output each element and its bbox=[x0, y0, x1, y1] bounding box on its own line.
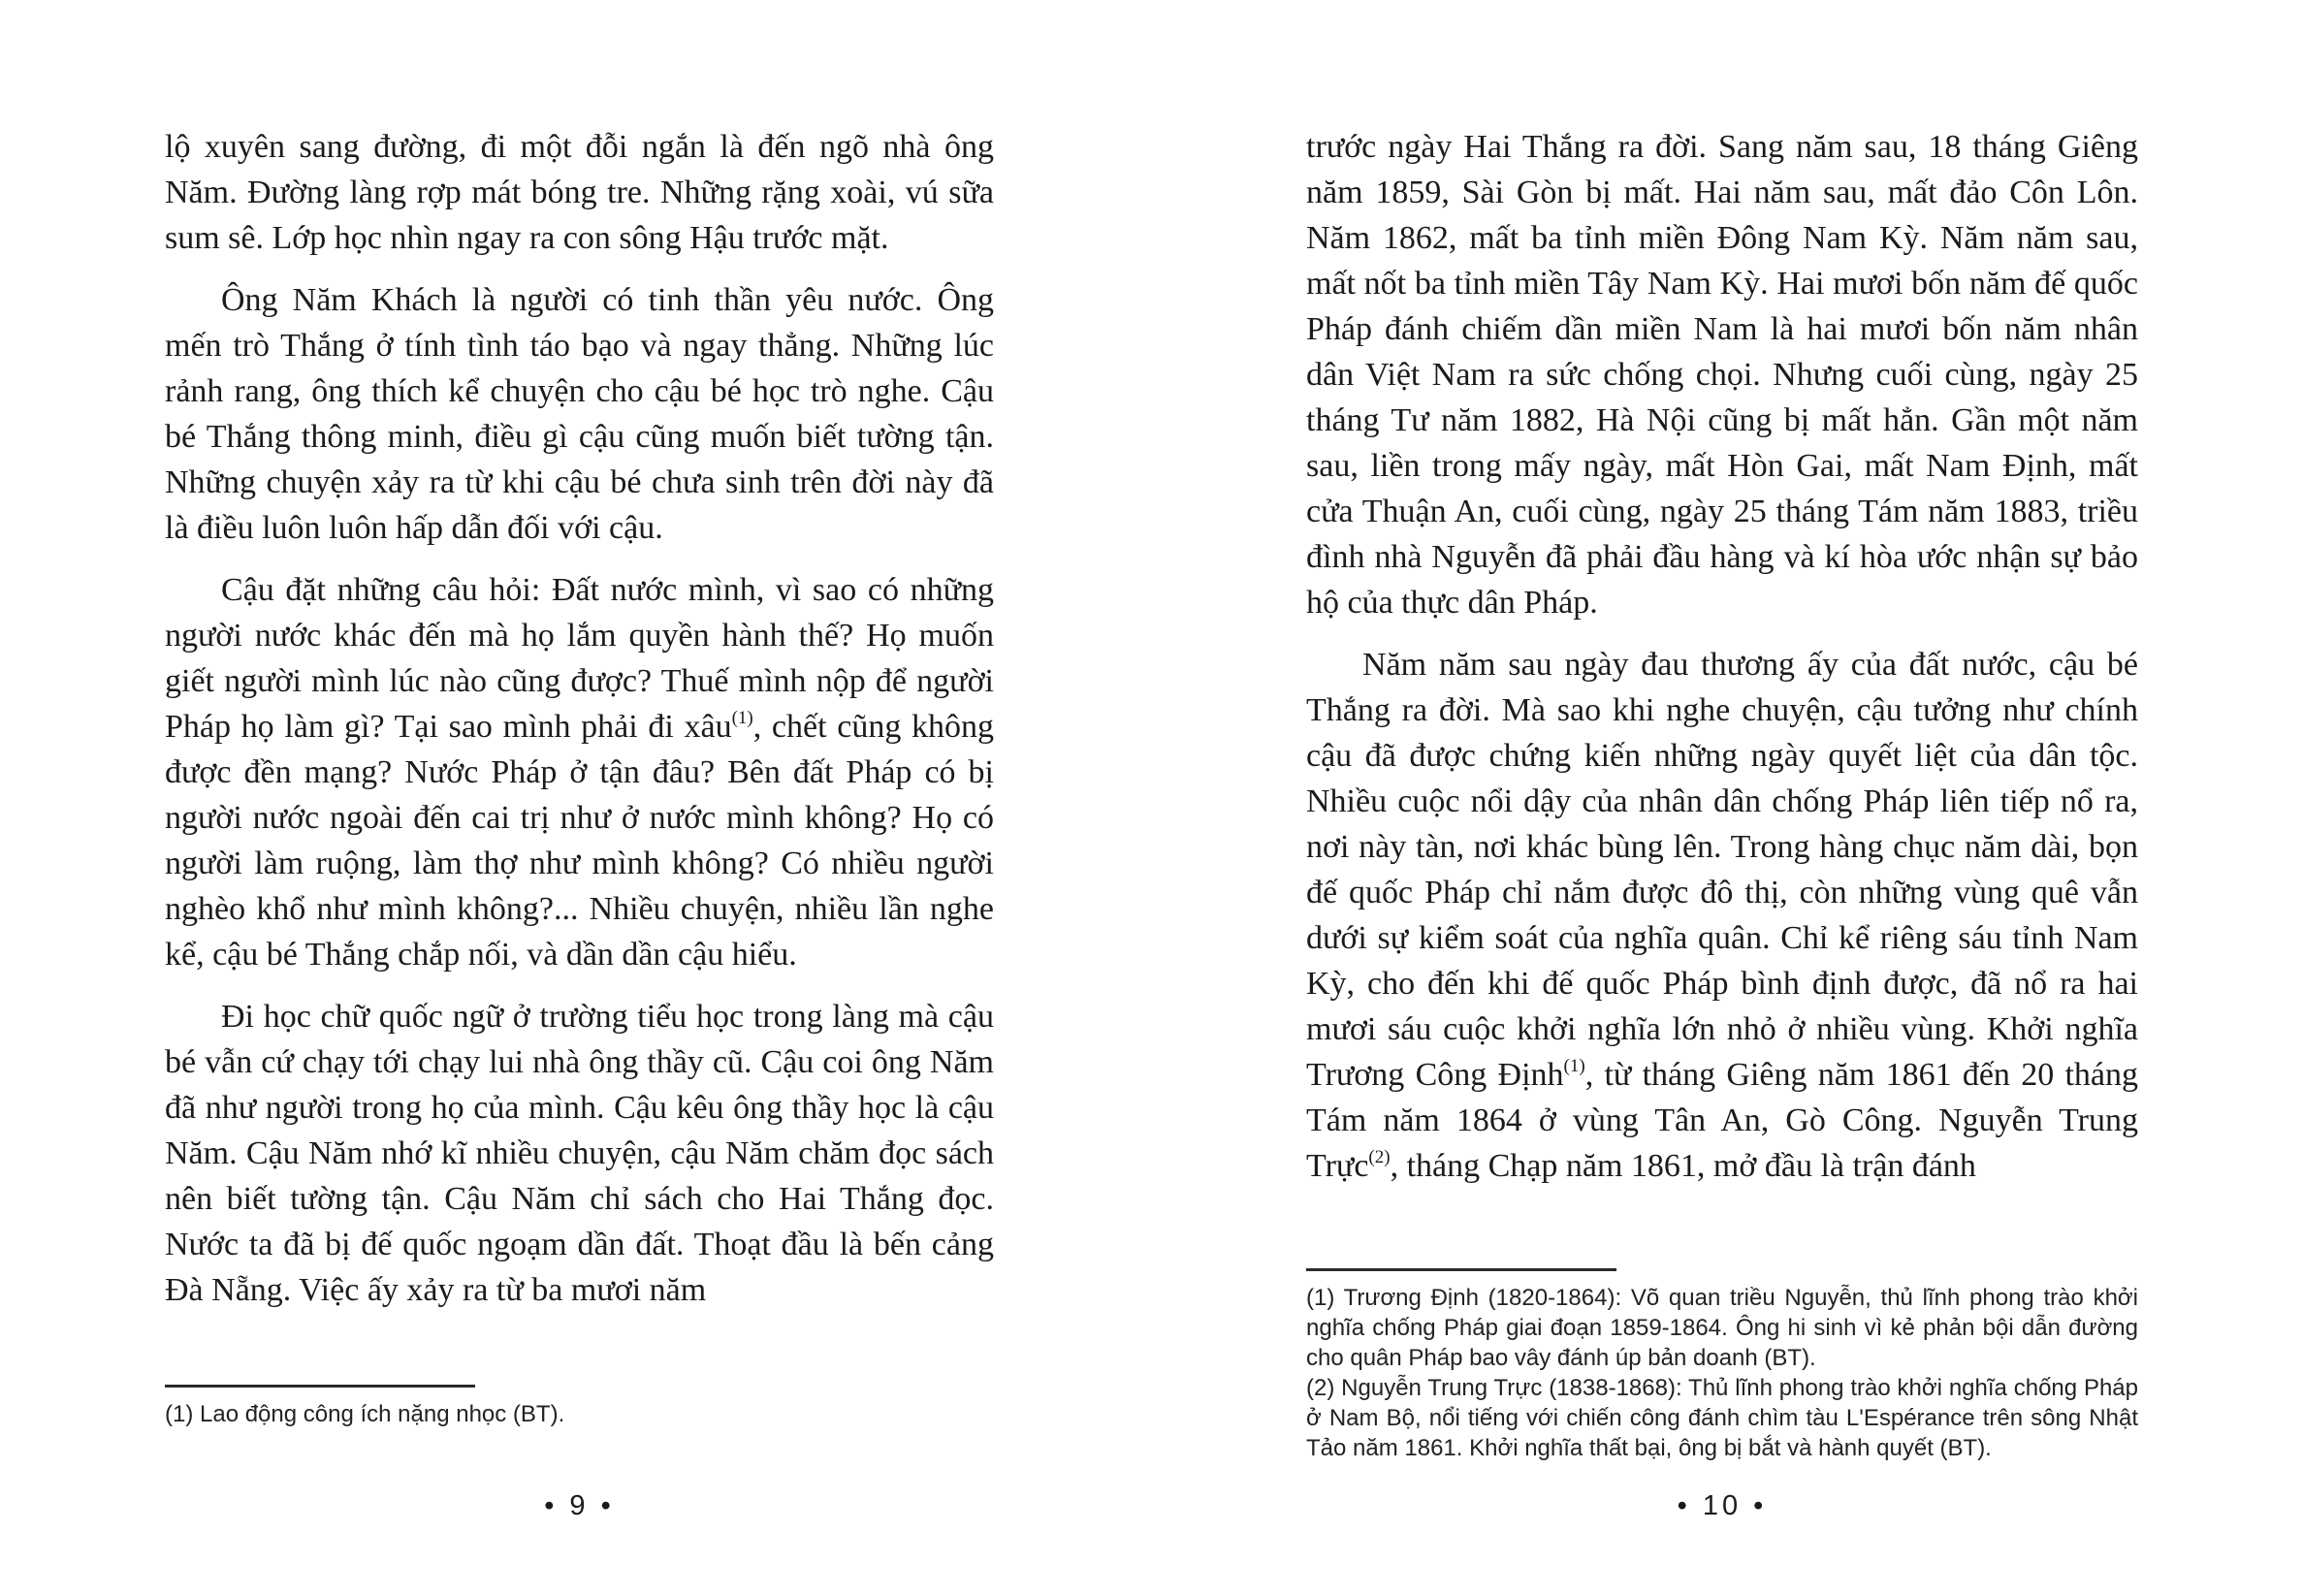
paragraph-text: , tháng Chạp năm 1861, mở đầu là trận đánh bbox=[1390, 1148, 1976, 1184]
footnote: (2) Nguyễn Trung Trực (1838-1868): Thủ lĩnh phong trào khởi nghĩa chống Pháp ở Nam Bộ, nổi tiếng với chiến công đánh chìm tàu L'Espérance trên sông Nhật Tảo năm 1861. Khởi nghĩa thất bại, ông bị bắt và hành quyết (BT). bbox=[1306, 1375, 2138, 1461]
paragraph bbox=[165, 567, 994, 977]
page-left bbox=[165, 0, 994, 1596]
footnote-ref-1: (1) bbox=[1563, 1056, 1585, 1076]
footnote: (1) Trương Định (1820-1864): Võ quan triều Nguyễn, thủ lĩnh phong trào khởi nghĩa chống Pháp giai đoạn 1859-1864. Ông hi sinh vì kẻ phản bội dẫn đường cho quân Pháp bao vây đánh úp bản doanh (BT). bbox=[1306, 1285, 2138, 1371]
paragraph bbox=[165, 277, 994, 551]
footnote-ref-1: (1) bbox=[731, 708, 753, 728]
footnote: (1) Lao động công ích nặng nhọc (BT). bbox=[165, 1401, 565, 1427]
page-right-body bbox=[1306, 124, 2138, 1189]
paragraph bbox=[1306, 642, 2138, 1189]
paragraph bbox=[165, 994, 994, 1313]
footnotes-right bbox=[1306, 1268, 2138, 1463]
paragraph-text: , từ tháng Giêng năm 1861 đến 20 tháng Tám năm 1864 ở vùng Tân An, Gò Công. Nguyễn Trung Trực bbox=[1306, 1057, 2139, 1184]
page-right bbox=[1306, 0, 2138, 1596]
paragraph-text: trước ngày Hai Thắng ra đời. Sang năm sau, 18 tháng Giêng năm 1859, Sài Gòn bị mất. Hai năm sau, mất đảo Côn Lôn. Năm 1862, mất ba tỉnh miền Đông Nam Kỳ. Năm năm sau, mất nốt ba tỉnh miền Tây Nam Kỳ. Hai mươi bốn năm đế quốc Pháp đánh chiếm dần miền Nam là hai mươi bốn năm nhân dân Việt Nam ra sức chống chọi. Nhưng cuối cùng, ngày 25 tháng Tư năm 1882, Hà Nội cũng bị mất hẳn. Gần một năm sau, liền trong mấy ngày, mất Hòn Gai, mất Nam Định, mất cửa Thuận An, cuối cùng, ngày 25 tháng Tám năm 1883, triều đình nhà Nguyễn đã phải đầu hàng và kí hòa ước nhận sự bảo hộ của thực dân Pháp. bbox=[1306, 129, 2138, 621]
footnote-divider bbox=[1306, 1268, 1616, 1271]
footnotes-left bbox=[165, 1385, 994, 1429]
paragraph-text: , chết cũng không được đền mạng? Nước Pháp ở tận đâu? Bên đất Pháp có bị người nước ngoài đến cai trị như ở nước mình không? Họ có người làm ruộng, làm thợ như mình không? Có nhiều người nghèo khổ như mình không?... Nhiều chuyện, nhiều lần nghe kể, cậu bé Thắng chắp nối, và dần dần cậu hiểu. bbox=[165, 709, 994, 973]
paragraph-text: Cậu đặt những câu hỏi: Đất nước mình, vì sao có những người nước khác đến mà họ lắm quyền hành thế? Họ muốn giết người mình lúc nào cũng được? Thuế mình nộp để người Pháp họ làm gì? Tại sao mình phải đi xâu bbox=[165, 572, 994, 745]
paragraph-text: lộ xuyên sang đường, đi một đỗi ngắn là đến ngõ nhà ông Năm. Đường làng rợp mát bóng tre. Những rặng xoài, vú sữa sum sê. Lớp học nhìn ngay ra con sông Hậu trước mặt. bbox=[165, 129, 994, 256]
paragraph-text: Đi học chữ quốc ngữ ở trường tiểu học trong làng mà cậu bé vẫn cứ chạy tới chạy lui nhà ông thầy cũ. Cậu coi ông Năm đã như người trong họ của mình. Cậu kêu ông thầy học là cậu Năm. Cậu Năm nhớ kĩ nhiều chuyện, cậu Năm chăm đọc sách nên biết tường tận. Cậu Năm chỉ sách cho Hai Thắng đọc. Nước ta đã bị đế quốc ngoạm dần đất. Thoạt đầu là bến cảng Đà Nẵng. Việc ấy xảy ra từ ba mươi năm bbox=[165, 999, 994, 1308]
footnote-ref-2: (2) bbox=[1368, 1147, 1391, 1167]
paragraph-continuation bbox=[1306, 124, 2138, 625]
paragraph-text: Năm năm sau ngày đau thương ấy của đất nước, cậu bé Thắng ra đời. Mà sao khi nghe chuyện, cậu tưởng như chính cậu đã được chứng kiến những ngày quyết liệt của dân tộc. Nhiều cuộc nổi dậy của nhân dân chống Pháp liên tiếp nổ ra, nơi này tàn, nơi khác bùng lên. Trong hàng chục năm dài, bọn đế quốc Pháp chỉ nắm được đô thị, còn những vùng quê vẫn dưới sự kiểm soát của nghĩa quân. Chỉ kể riêng sáu tỉnh Nam Kỳ, cho đến khi đế quốc Pháp bình định được, đã nổ ra hai mươi sáu cuộc khởi nghĩa lớn nhỏ ở nhiều vùng. Khởi nghĩa Trương Công Định bbox=[1306, 647, 2138, 1093]
page-number-left: • 9 • bbox=[544, 1490, 615, 1521]
paragraph-text: Ông Năm Khách là người có tinh thần yêu nước. Ông mến trò Thắng ở tính tình táo bạo và ngay thẳng. Những lúc rảnh rang, ông thích kể chuyện cho cậu bé học trò nghe. Cậu bé Thắng thông minh, điều gì cậu cũng muốn biết tường tận. Những chuyện xảy ra từ khi cậu bé chưa sinh trên đời này đã là điều luôn luôn hấp dẫn đối với cậu. bbox=[165, 282, 994, 546]
paragraph-continuation bbox=[165, 124, 994, 261]
page-left-body bbox=[165, 124, 994, 1313]
footnote-divider bbox=[165, 1385, 475, 1388]
page-number-right: • 10 • bbox=[1677, 1490, 1768, 1521]
